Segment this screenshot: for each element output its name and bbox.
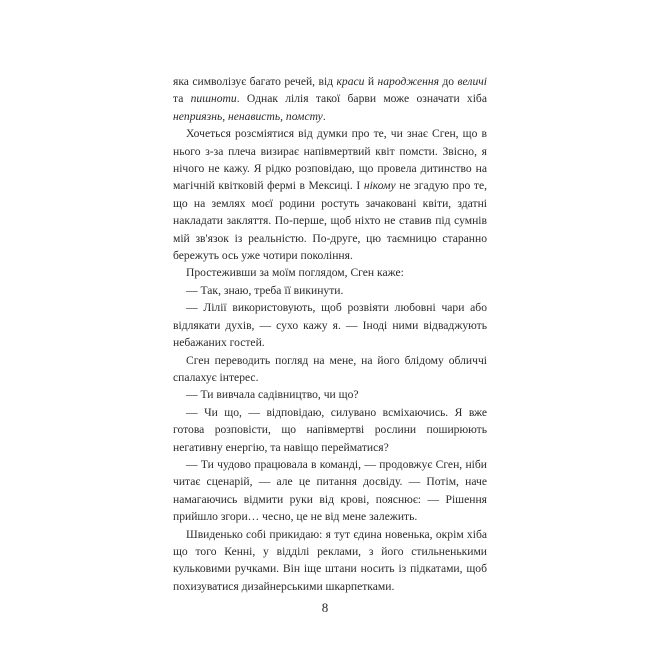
paragraph (173, 456, 487, 526)
text-run: — Ти вивчала садівництво, чи що? (186, 388, 359, 402)
paragraph (173, 404, 487, 456)
text-run: та (173, 92, 191, 106)
paragraph (173, 299, 487, 351)
text-run: Хочеться розсміятися від думки про те, чи знає Сген, що в нього з-за плеча визирає напівмертвий квіт помсти. Звісно, я нічого не кажу. Я рідко розповідаю, що провела дитинство на магічній квітковій фермі в Мексиці. І (173, 127, 487, 193)
text-run: яка символізує багато речей, від (173, 75, 337, 88)
text-run: Простеживши за моїм поглядом, Сген каже: (186, 266, 404, 280)
paragraph (173, 125, 487, 264)
text-run: не згадую про те, що на землях моєї родини ростуть зачаковані квіти, здатні накладати закляття. По-перше, щоб ніхто не ставив під сумнів мій зв'язок із реальністю. По-друге, цю таємницю старанно бережуть ось уже чотири покоління. (173, 179, 487, 263)
paragraph (173, 264, 487, 281)
paragraph (173, 526, 487, 596)
paragraph (173, 282, 487, 299)
italic-run: неприязнь, ненависть, помсту (173, 109, 323, 123)
text-run: — Лілії використовують, щоб розвіяти любовні чари або відлякати духів, — сухо кажу я. — Іноді ними відваджують небажаних гостей. (173, 301, 487, 350)
text-run: . Однак лілія такої барви може означати хіба (236, 92, 487, 106)
text-run: до (439, 75, 458, 88)
text-run: Швиденько собі прикидаю: я тут єдина новенька, окрім хіба що того Кенні, у відділі реклами, з його стильненькими кульковими ручками. Він іще штани носить із підкатами, щоб похизуватися дизайнерськими шкарпетками. (173, 527, 487, 593)
text-run: Сген переводить погляд на мене, на його блідому обличчі спалахує інтерес. (173, 353, 487, 384)
page-number: 8 (321, 600, 329, 615)
paragraph (173, 73, 487, 125)
text-run: — Так, знаю, треба її викинути. (186, 283, 344, 297)
italic-run: пишноти (190, 92, 237, 106)
body-text (173, 73, 487, 595)
paragraph (173, 352, 487, 387)
text-run: й (364, 75, 378, 88)
italic-run: народження (377, 75, 439, 88)
italic-run: краси (336, 75, 365, 88)
text-run: . (322, 109, 326, 123)
text-run: — Чи що, — відповідаю, силувано всміхаючись. Я вже готова розповісти, що напівмертві рослини поширюють негативну енергію, та навіщо перейматися? (173, 405, 487, 454)
paragraph (173, 386, 487, 403)
italic-run: нікому (363, 179, 396, 193)
italic-run: величі (457, 75, 487, 88)
text-run: — Ти чудово працювала в команді, — продовжує Сген, ніби читає сценарій, — але це питання досвіду. — Потім, наче намагаючись відмити руки від крові, пояснює: — Рішення прийшло згори… чесно, це не від мене залежить. (173, 457, 487, 524)
